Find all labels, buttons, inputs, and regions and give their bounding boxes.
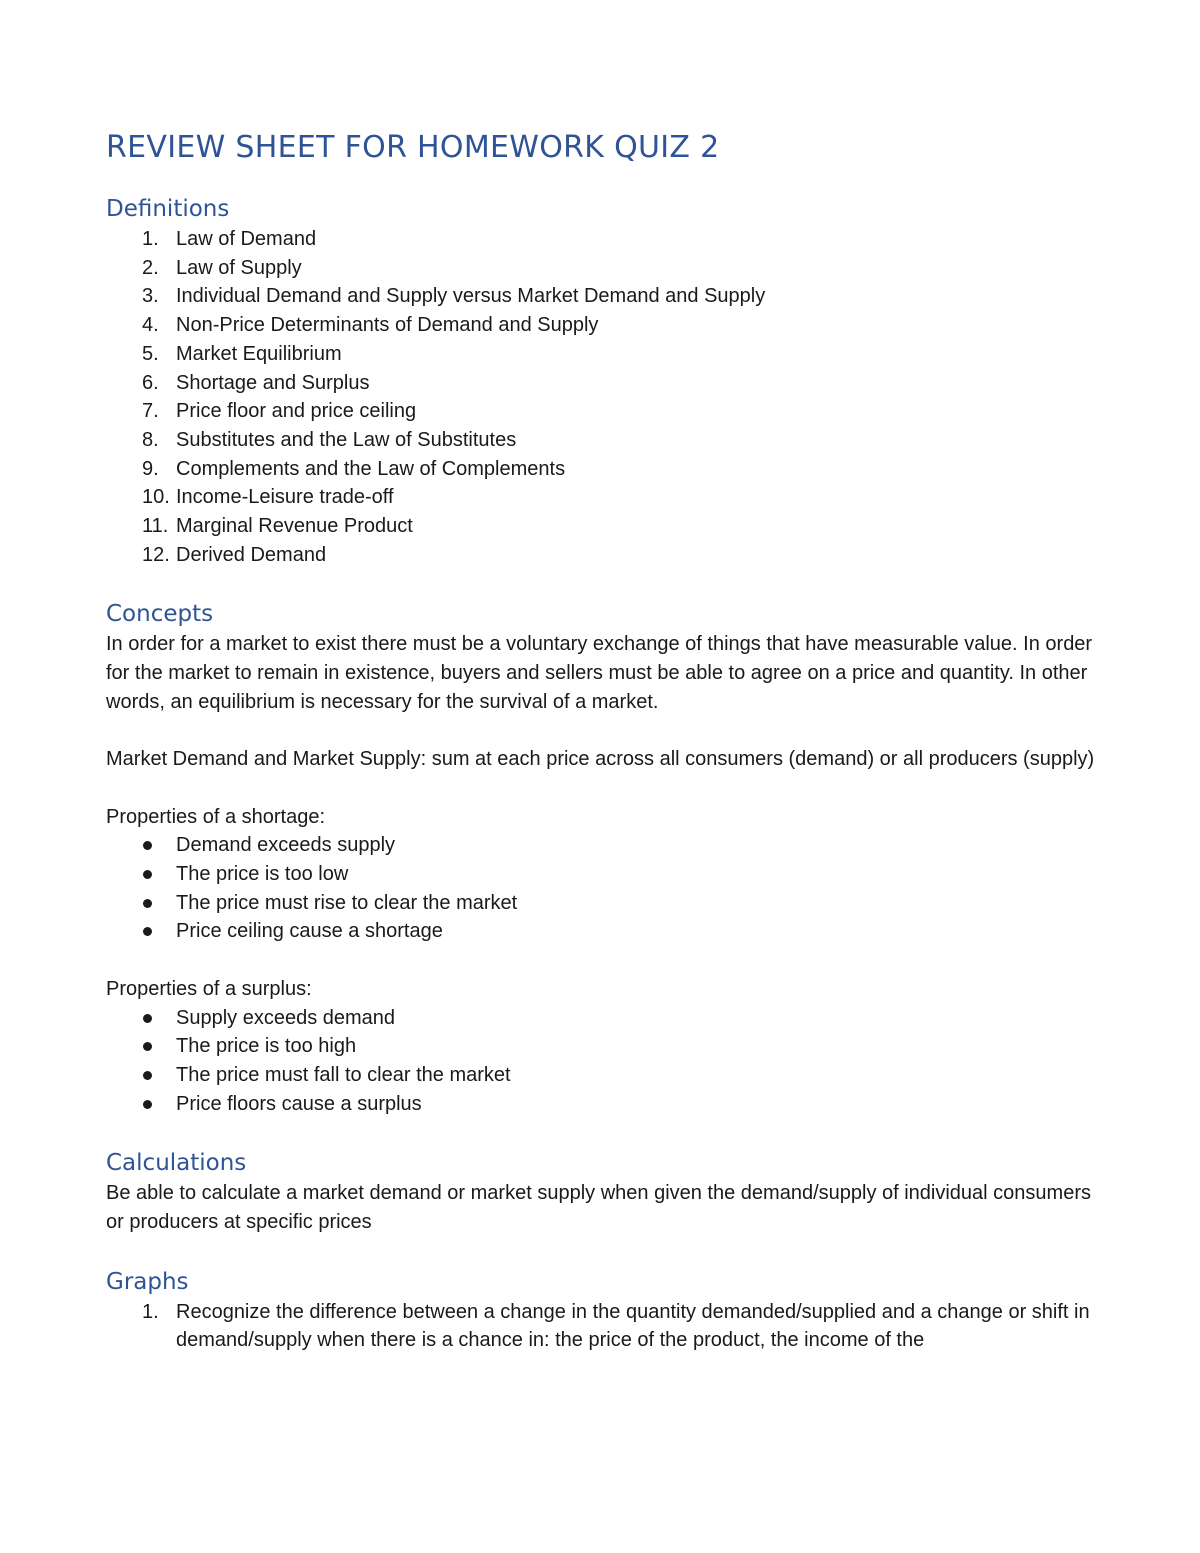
item-text: Demand exceeds supply: [176, 834, 396, 857]
definitions-list: [106, 225, 1106, 569]
item-number: 4.: [142, 314, 159, 337]
item-text: The price is too high: [176, 1035, 357, 1058]
bullet-icon: [143, 899, 152, 908]
item-text: Non-Price Determinants of Demand and Supply: [176, 314, 599, 337]
paragraph-spacer: [106, 774, 1106, 803]
item-text: The price is too low: [176, 863, 349, 886]
graphs-item: [106, 1298, 1106, 1355]
definition-item: [106, 483, 1106, 512]
item-number: 6.: [142, 371, 159, 394]
item-text: Marginal Revenue Product: [176, 515, 413, 538]
concepts-heading: Concepts: [106, 601, 214, 628]
bullet-icon: [143, 1014, 152, 1023]
surplus-list: [106, 1004, 1106, 1119]
bullet-icon: [143, 927, 152, 936]
graphs-list: [106, 1298, 1106, 1355]
definition-item: [106, 512, 1106, 541]
item-number: 8.: [142, 428, 159, 451]
calculations-paragraph: Be able to calculate a market demand or market supply when given the demand/supply of individual consumers or producers at specific prices: [106, 1182, 1091, 1234]
item-text: Individual Demand and Supply versus Market Demand and Supply: [176, 285, 766, 308]
item-number: 3.: [142, 285, 159, 308]
item-text: Income-Leisure trade-off: [176, 486, 394, 509]
item-text: Shortage and Surplus: [176, 371, 370, 394]
graphs-heading: Graphs: [106, 1268, 189, 1295]
bullet-icon: [143, 1071, 152, 1080]
definition-item: [106, 282, 1106, 311]
surplus-item: [106, 1061, 1106, 1090]
item-text: Price floors cause a surplus: [176, 1092, 422, 1115]
bullet-icon: [143, 841, 152, 850]
document-body: [106, 128, 1106, 1355]
surplus-item: [106, 1032, 1106, 1061]
item-text: Substitutes and the Law of Substitutes: [176, 428, 517, 451]
definition-item: [106, 397, 1106, 426]
paragraph-spacer: [106, 717, 1106, 746]
item-number: 7.: [142, 400, 159, 423]
bullet-icon: [143, 1042, 152, 1051]
item-number: 10.: [142, 486, 170, 509]
shortage-item: [106, 889, 1106, 918]
bullet-icon: [143, 1100, 152, 1109]
item-text: Price floor and price ceiling: [176, 400, 417, 423]
surplus-label: Properties of a surplus:: [106, 977, 312, 1000]
item-text: Complements and the Law of Complements: [176, 457, 566, 480]
surplus-item: [106, 1090, 1106, 1119]
item-number: 2.: [142, 256, 159, 279]
item-text: Supply exceeds demand: [176, 1006, 396, 1029]
definition-item: [106, 369, 1106, 398]
definitions-heading: Definitions: [106, 196, 230, 222]
bullet-icon: [143, 870, 152, 879]
calculations-heading: Calculations: [106, 1150, 247, 1177]
item-text: The price must rise to clear the market: [176, 891, 518, 914]
definition-item: [106, 340, 1106, 369]
concepts-intro-paragraph: In order for a market to exist there must be a voluntary exchange of things that have measurable value. In order for the market to remain in existence, buyers and sellers must be able to agree on a price and quantity. In other words, an equilibrium is necessary for the survival of a market.: [106, 633, 1093, 713]
definition-item: [106, 541, 1106, 570]
item-number: 12.: [142, 543, 170, 566]
shortage-item: [106, 860, 1106, 889]
item-number: 5.: [142, 342, 159, 365]
definition-item: [106, 225, 1106, 254]
item-text: Price ceiling cause a shortage: [176, 920, 443, 943]
item-text: Law of Supply: [176, 256, 302, 279]
definition-item: [106, 426, 1106, 455]
market-sum-paragraph: Market Demand and Market Supply: sum at each price across all consumers (demand) or all producers (supply): [106, 748, 1095, 771]
item-text: The price must fall to clear the market: [176, 1063, 511, 1086]
item-number: 9.: [142, 457, 159, 480]
shortage-item: [106, 917, 1106, 946]
item-text: Derived Demand: [176, 543, 327, 566]
shortage-item: [106, 831, 1106, 860]
item-text: Recognize the difference between a change in the quantity demanded/supplied and a change or shift in demand/supply when there is a chance in: the price of the product, the income of the: [176, 1300, 1090, 1352]
document-title: REVIEW SHEET FOR HOMEWORK QUIZ 2: [106, 130, 720, 165]
item-text: Market Equilibrium: [176, 342, 342, 365]
item-number: 1.: [142, 228, 159, 250]
definition-item: [106, 455, 1106, 484]
surplus-item: [106, 1004, 1106, 1033]
item-text: Law of Demand: [176, 228, 317, 250]
paragraph-spacer: [106, 946, 1106, 975]
shortage-list: [106, 831, 1106, 946]
definition-item: [106, 311, 1106, 340]
shortage-label: Properties of a shortage:: [106, 805, 326, 828]
item-number: 1.: [142, 1300, 159, 1323]
item-number: 11.: [142, 515, 169, 538]
definition-item: [106, 254, 1106, 283]
